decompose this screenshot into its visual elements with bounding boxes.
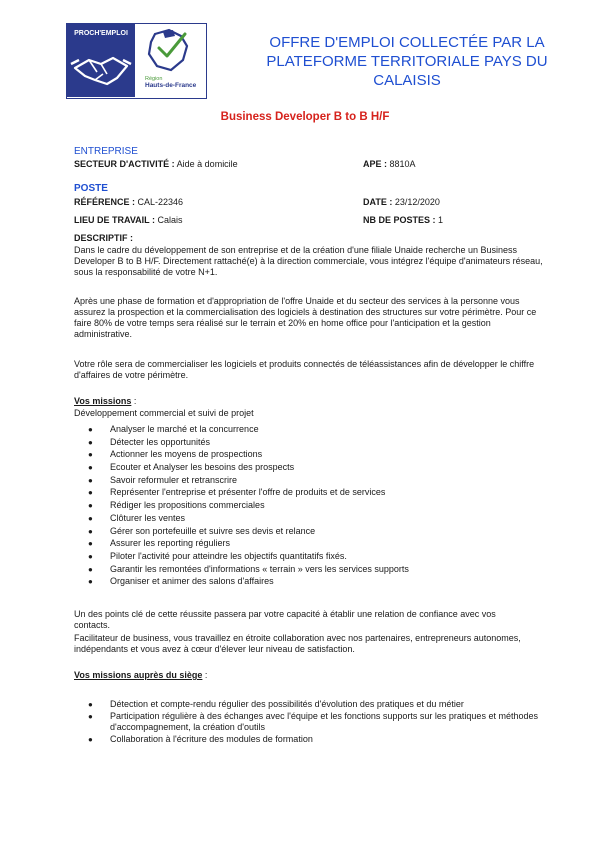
- reference-label: RÉFÉRENCE :: [74, 197, 136, 207]
- list-item: ● Détecter les opportunités: [88, 436, 211, 447]
- list-item: ● Représenter l'entreprise et présenter l'offre de produits et de services: [88, 487, 386, 498]
- closing-paragraph-2: Facilitateur de business, vous travaillez en étroite collaboration avec nos partenaires, entrepreneurs autonomes, indépendants et vous avez à cœur d'élever leur niveau de satisfaction.: [74, 633, 521, 654]
- bullet-icon: ●: [88, 501, 93, 511]
- bullet-icon: ●: [88, 700, 93, 709]
- secteur-label: SECTEUR D'ACTIVITÉ :: [74, 159, 175, 169]
- closing-paragraph-1: Un des points clé de cette réussite passera par votre capacité à établir une relation de confiance avec vos contacts.: [74, 609, 496, 630]
- bullet-icon: ●: [88, 551, 93, 561]
- bullet-icon: ●: [88, 450, 93, 460]
- bullet-icon: ●: [88, 526, 93, 536]
- ape-value: 8810A: [387, 159, 416, 169]
- nb-postes-value: 1: [435, 215, 444, 225]
- list-item: ● Participation régulière à des échanges avec l'équipe et les fonctions supports sur les pratiques et méthodes d'accompagnement, la création d'outils: [88, 711, 538, 732]
- list-item: ● Analyser le marché et la concurrence: [88, 424, 259, 434]
- bullet-icon: ●: [88, 513, 93, 523]
- france-map-icon: [135, 26, 205, 76]
- missions-heading-text: Vos missions: [74, 396, 132, 406]
- secteur-value: Aide à domicile: [174, 159, 238, 169]
- list-item: ● Collaboration à l'écriture des modules de formation: [88, 734, 313, 744]
- bullet-icon: ●: [88, 577, 93, 587]
- list-item: ● Clôturer les ventes: [88, 512, 186, 523]
- description-paragraph-3: Votre rôle sera de commercialiser les logiciels et produits connectés de téléassistances afin de développer le chiffre d'affaires de votre périmètre.: [74, 359, 535, 380]
- date-field: [363, 197, 440, 208]
- descriptif-label: DESCRIPTIF :: [74, 233, 134, 243]
- list-item: ● Assurer les reporting réguliers: [88, 538, 231, 549]
- bullet-icon: ●: [88, 539, 93, 549]
- logo-region-panel: [135, 24, 205, 97]
- list-item: ● Actionner les moyens de prospections: [88, 449, 263, 460]
- nb-postes-label: NB DE POSTES :: [363, 215, 436, 225]
- bullet-icon: ●: [88, 463, 93, 473]
- list-item: ● Garantir les remontées d'informations « terrain » vers les services supports: [88, 563, 409, 574]
- reference-field: [74, 197, 183, 208]
- ape-field: [363, 159, 416, 170]
- lieu-field: [74, 215, 183, 226]
- reference-value: CAL-22346: [135, 197, 184, 207]
- bullet-icon: ●: [88, 475, 93, 485]
- description-paragraph-1: Dans le cadre du développement de son entreprise et de la création d'une filiale Unaide recherche un Business Developer B to B H/F. Directement rattaché(e) à la direction commerciale, vous intégrez l'équipe d'animateurs réseau, sous la responsabilité de votre N+1.: [74, 245, 543, 277]
- document-header-title: OFFRE D'EMPLOI COLLECTÉE PAR LA PLATEFORME TERRITORIALE PAYS DU CALAISIS: [266, 34, 548, 89]
- missions-subheading: Développement commercial et suivi de projet: [74, 408, 254, 418]
- siege-missions-list: [74, 699, 550, 745]
- list-item: ● Ecouter et Analyser les besoins des prospects: [88, 462, 295, 473]
- list-item: ● Détection et compte-rendu régulier des possibilités d'évolution des pratiques et du métier: [88, 699, 464, 709]
- missions-heading: Vos missions :: [74, 396, 137, 406]
- date-label: DATE :: [363, 197, 393, 207]
- list-item: ● Organiser et animer des salons d'affaires: [88, 576, 274, 587]
- bullet-icon: ●: [88, 735, 93, 744]
- bullet-icon: ●: [88, 425, 93, 434]
- missions-list: [74, 424, 409, 589]
- ape-label: APE :: [363, 159, 388, 169]
- logo-brand-text: PROCH'EMPLOI: [74, 30, 128, 37]
- bullet-icon: ●: [88, 712, 93, 721]
- lieu-label: LIEU DE TRAVAIL :: [74, 215, 155, 225]
- nb-postes-field: [363, 215, 443, 226]
- date-value: 23/12/2020: [392, 197, 440, 207]
- list-item: ● Rédiger les propositions commerciales: [88, 500, 265, 511]
- poste-heading: POSTE: [74, 183, 108, 194]
- list-item: ● Piloter l'activité pour atteindre les objectifs quantitatifs fixés.: [88, 550, 347, 561]
- logo-region-name: Hauts-de-France: [145, 82, 197, 89]
- logo-region-label: Région: [145, 76, 163, 82]
- prochemploi-logo: [66, 23, 207, 99]
- job-title: Business Developer B to B H/F: [220, 111, 390, 123]
- description-paragraph-2: Après une phase de formation et d'appropriation de l'offre Unaide et du secteur des services à la personne vous assurez la prospection et la commercialisation des logiciels à destination des structures sur votre périmètre. Pour ce faire 80% de votre temps sera réalisé sur le terrain et 20% en home office pour l'anticipation et la gestion administrative.: [74, 296, 537, 339]
- logo-brand-panel: [67, 24, 135, 97]
- list-item: ● Savoir reformuler et retranscrire: [88, 474, 238, 485]
- entreprise-heading: ENTREPRISE: [74, 146, 138, 157]
- lieu-value: Calais: [155, 215, 183, 225]
- siege-heading: Vos missions auprès du siège :: [74, 670, 208, 680]
- list-item: ● Gérer son portefeuille et suivre ses devis et relance: [88, 525, 316, 536]
- bullet-icon: ●: [88, 437, 93, 447]
- bullet-icon: ●: [88, 488, 93, 498]
- siege-heading-text: Vos missions auprès du siège: [74, 670, 203, 680]
- handshake-icon: [67, 38, 135, 98]
- secteur-field: [74, 159, 238, 170]
- bullet-icon: ●: [88, 564, 93, 574]
